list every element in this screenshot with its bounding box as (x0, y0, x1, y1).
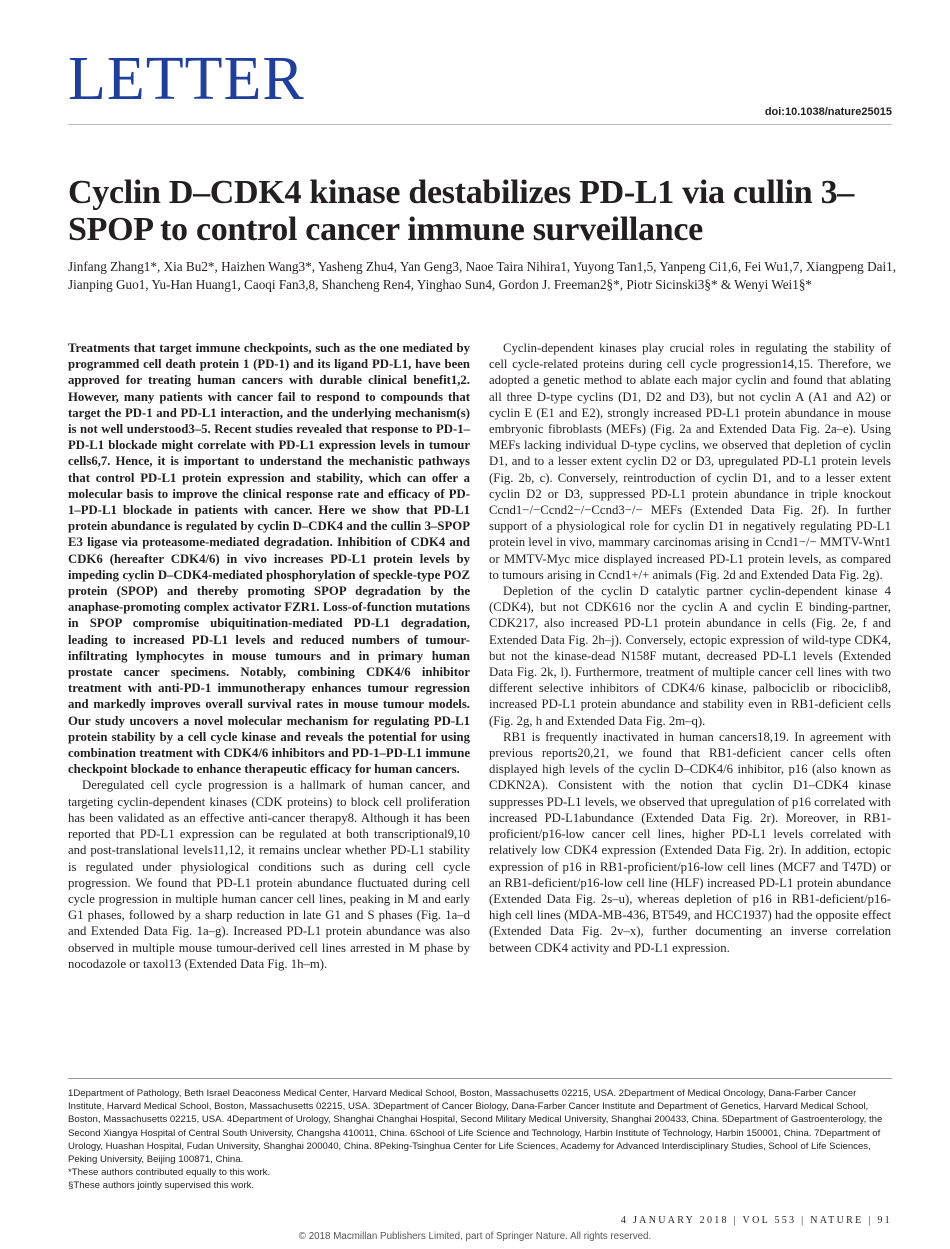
equal-contribution-note: *These authors contributed equally to this work. (68, 1167, 271, 1179)
section-label: LETTER (68, 45, 305, 113)
affiliations: 1Department of Pathology, Beth Israel Deaconess Medical Center, Harvard Medical School, Boston, Massachusetts 02215, USA. 2Department of Medical Oncology, Dana-Farber Cancer Institute, Harvard Medical School, Boston, Massachusetts 02215, USA. 3Department of Cancer Biology, Dana-Farber Cancer Institute and Department of Genetics, Harvard Medical School, Boston, Massachusetts 02215, USA. 4Department of Urology, Shanghai Changhai Hospital, Second Military Medical University, Shanghai 200433, China. 5Department of Gastroenterology, the Second Xiangya Hospital of Central South University, Changsha 410011, China. 6School of Life Science and Technology, Harbin Institute of Technology, Harbin 150001, China. 7Department of Urology, Huashan Hospital, Fudan University, Shanghai 200040, China. 8Peking-Tsinghua Center for Life Sciences, Academy for Advanced Interdisciplinary Studies, School of Life Sciences, Peking University, Beijing 100871, China. (68, 1088, 883, 1166)
copyright-notice: © 2018 Macmillan Publishers Limited, part of Springer Nature. All rights reserved. (298, 1231, 652, 1242)
joint-supervision-note: §These authors jointly supervised this work. (68, 1180, 255, 1192)
body-paragraph: Deregulated cell cycle progression is a hallmark of human cancer, and targeting cyclin-dependent kinases (CDK proteins) to block cell proliferation has been validated as an effective anti-cancer therapy8. Although it has been reported that PD-L1 expression can be regulated at both transcriptional9,10 and post-translational levels11,12, it remains unclear whether PD-L1 stability is regulated under physiological conditions such as during cell cycle progression. We found that PD-L1 protein abundance fluctuated during cell cycle progression in multiple human cancer cell lines, peaking in M and early G1 phases, followed by a sharp reduction in late G1 and S phases (Fig. 1a–d and Extended Data Fig. 1a–g). Increased PD-L1 protein abundance was also observed in multiple mouse tumour-derived cell lines arrested in M phase by nocodazole or taxol13 (Extended Data Fig. 1h–m). (68, 778, 470, 971)
footnote-divider (68, 1078, 892, 1079)
author-list: Jinfang Zhang1*, Xia Bu2*, Haizhen Wang3*, Yasheng Zhu4, Yan Geng3, Naoe Taira Nihira1, Yuyong Tan1,5, Yanpeng Ci1,6, Fei Wu1,7, Xiangpeng Dai1, Jianping Guo1, Yu-Han Huang1, Caoqi Fan3,8, Shancheng Ren4, Yinghao Sun4, Gordon J. Freeman2§*, Piotr Sicinski3§* & Wenyi Wei1§* (68, 259, 897, 292)
body-paragraph: Depletion of the cyclin D catalytic partner cyclin-dependent kinase 4 (CDK4), but not CDK616 nor the cyclin A and cyclin E binding-partner, CDK217, also increased PD-L1 protein abundance in cells (Fig. 2e, f and Extended Data Fig. 2h–j). Conversely, ectopic expression of wild-type CDK4, but not the kinase-dead N158F mutant, decreased PD-L1 levels (Extended Data Fig. 2k, l). Furthermore, treatment of multiple cancer cell lines with two different selective inhibitors of CDK4/6 kinase, palbociclib or ribociclib8, increased PD-L1 protein abundance and stability even in RB1-deficient cells (Fig. 2g, h and Extended Data Fig. 2m–q). (489, 584, 891, 728)
article-title: Cyclin D–CDK4 kinase destabilizes PD-L1 via cullin 3–SPOP to control cancer immune surveillance (68, 174, 854, 248)
affiliations-footnotes (68, 1087, 892, 1193)
doi-link[interactable]: doi:10.1038/nature25015 (764, 106, 892, 118)
header-divider (68, 124, 892, 125)
journal-footer: 4 JANUARY 2018 | VOL 553 | NATURE | 91 (620, 1215, 892, 1226)
right-column (489, 340, 891, 956)
body-paragraph: Cyclin-dependent kinases play crucial roles in regulating the stability of cell cycle-related proteins during cell cycle progression14,15. Therefore, we adopted a genetic method to ablate each major cyclin and found that ablating all three D-type cyclins (D1, D2 and D3), but not cyclin A (A1 and A2) or cyclin E (E1 and E2), strongly increased PD-L1 protein abundance in mouse embryonic fibroblasts (MEFs) (Fig. 2a and Extended Data Fig. 2a–e). Using MEFs lacking individual D-type cyclins, we observed that depletion of cyclin D1, and to a lesser extent cyclin D2 or D3, upregulated PD-L1 protein levels (Fig. 2b, c). Conversely, reintroduction of cyclin D1, and to a lesser extent cyclin D2 or D3, suppressed PD-L1 protein abundance in triple knockout Ccnd1−/−Ccnd2−/−Ccnd3−/− MEFs (Extended Data Fig. 2f). In further support of a physiological role for cyclin D1 in negatively regulating PD-L1 protein level in vivo, mammary carcinomas arising in Ccnd1−/− MMTV-Wnt1 or MMTV-Myc mice displayed increased PD-L1 protein levels, as compared to tumours arising in Ccnd1+/+ animals (Fig. 2d and Extended Data Fig. 2g). (489, 341, 891, 582)
body-paragraph: RB1 is frequently inactivated in human cancers18,19. In agreement with previous reports20,21, we found that RB1-deficient cancer cells often displayed high levels of the cyclin D–CDK4/6 inhibitor, p16 (also known as CDKN2A). Consistent with the notion that cyclin D1–CDK4 kinase suppresses PD-L1 levels, we observed that upregulation of p16 correlated with increased PD-L1abundance (Extended Data Fig. 2r). Moreover, in RB1-proficient/p16-low cancer cell lines, higher PD-L1 levels correlated with relatively low CDK4 expression (Extended Data Fig. 2r). In addition, ectopic expression of p16 in RB1-proficient/p16-low cell lines (MCF7 and T47D) or an RB1-deficient/p16-low cell line (HLF) increased PD-L1 protein abundance (Extended Data Fig. 2s–u), whereas depletion of p16 in RB1-deficient/p16-high cell lines (MDA-MB-436, BT549, and HCC1937) had the opposite effect (Extended Data Fig. 2v–x), further documenting an inverse correlation between CDK4 activity and PD-L1 expression. (489, 729, 891, 955)
left-column (68, 340, 470, 972)
abstract: Treatments that target immune checkpoints, such as the one mediated by programmed cell death protein 1 (PD-1) and its ligand PD-L1, have been approved for treating human cancers with durable clinical benefit1,2. However, many patients with cancer fail to respond to compounds that target the PD-1 and PD-L1 interaction, and the underlying mechanism(s) is not well understood3–5. Recent studies revealed that response to PD-1–PD-L1 blockade might correlate with PD-L1 expression levels in tumour cells6,7. Hence, it is important to understand the mechanistic pathways that control PD-L1 protein expression and stability, which can offer a molecular basis to improve the clinical response rate and efficacy of PD-1–PD-L1 blockade in patients with cancer. Here we show that PD-L1 protein abundance is regulated by cyclin D–CDK4 and the cullin 3–SPOP E3 ligase via proteasome-mediated degradation. Inhibition of CDK4 and CDK6 (hereafter CDK4/6) in vivo increases PD-L1 protein levels by impeding cyclin D–CDK4-mediated phosphorylation of speckle-type POZ protein (SPOP) and thereby promoting SPOP degradation by the anaphase-promoting complex activator FZR1. Loss-of-function mutations in SPOP compromise ubiquitination-mediated PD-L1 degradation, leading to increased PD-L1 levels and reduced numbers of tumour-infiltrating lymphocytes in mouse tumours and in primary human prostate cancer specimens. Notably, combining CDK4/6 inhibitor treatment with anti-PD-1 immunotherapy enhances tumour regression and markedly improves overall survival rates in mouse tumour models. Our study uncovers a novel molecular mechanism for regulating PD-L1 protein stability by a cell cycle kinase and reveals the potential for using combination treatment with CDK4/6 inhibitors and PD-1–PD-L1 immune checkpoint blockade to enhance therapeutic efficacy for human cancers. (68, 341, 470, 777)
